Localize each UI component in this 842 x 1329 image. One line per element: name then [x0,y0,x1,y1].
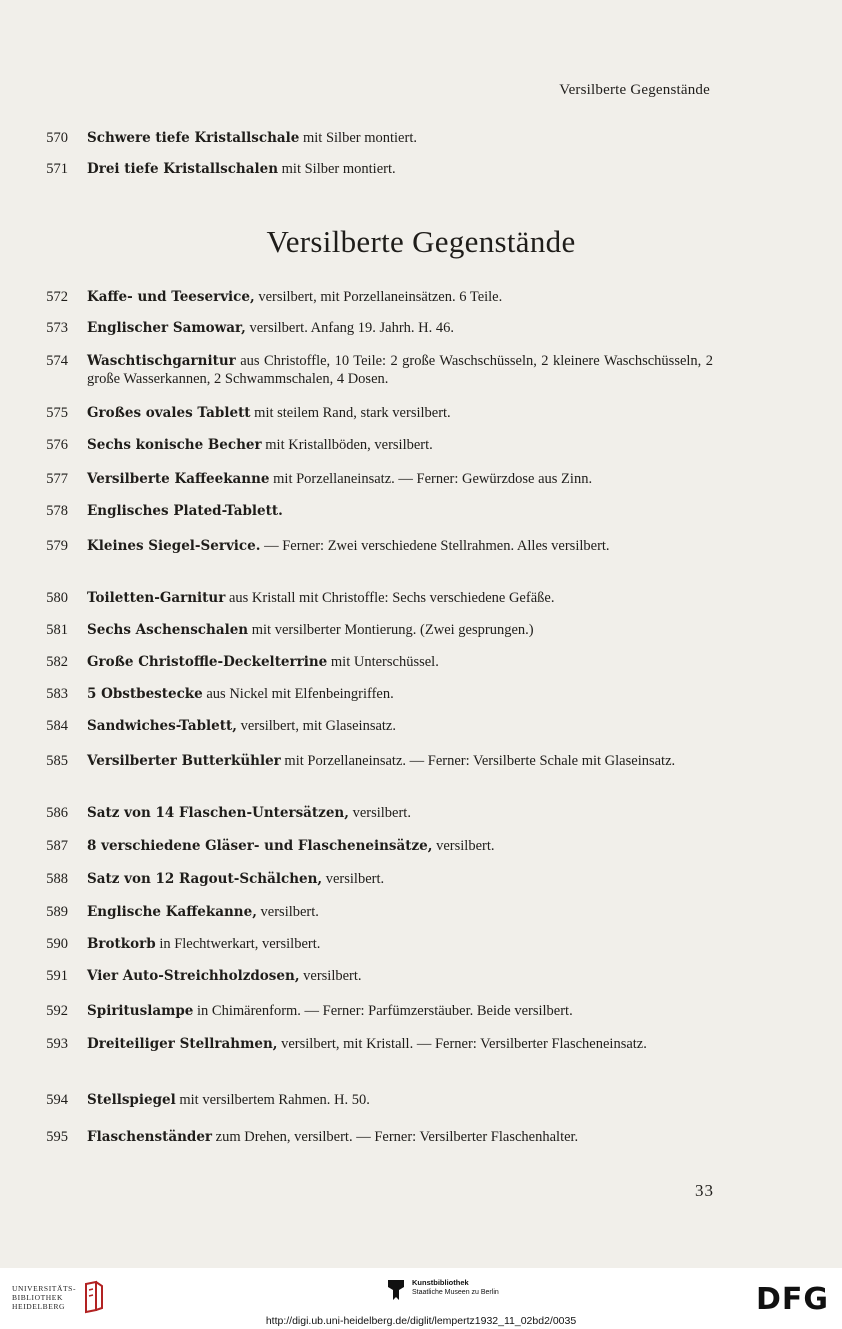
entry-number: 580 [46,590,68,606]
entry-number: 588 [46,871,68,887]
entry-title: Stellspiegel [87,1092,176,1108]
entry-title: Dreiteiliger Stellrahmen, [87,1036,278,1052]
entry-text: aus Christoffle, 10 Teile: 2 große Waschschüsseln, 2 kleinere Waschschüsseln, 2 große Wasserkannen, 2 Schwammschalen, 4 Dosen. [87,353,713,387]
ub-heidelberg-logo[interactable] [12,1280,104,1314]
entry-title: Sechs Aschenschalen [87,622,249,638]
entry-description [87,537,713,555]
ub-line-2: BIBLIOTHEK [12,1292,63,1302]
entry-title: Englische Kaffekanne, [87,904,257,920]
entry-description [87,589,713,607]
entry-description [87,352,713,388]
entry-text: versilbert. [322,871,385,887]
entry-text: in Flechtwerkart, versilbert. [155,936,321,952]
entry-number: 583 [46,686,68,702]
entry-title: Schwere tiefe Kristallschale [87,130,300,146]
entry-description [87,837,713,855]
entry-description [87,1035,713,1053]
kb-line-2: Staatliche Museen zu Berlin [412,1289,499,1296]
entry-description [87,903,713,921]
entry-title: Versilberte Kaffeekanne [87,471,270,487]
entry-number: 585 [46,753,68,769]
entry-description [87,870,713,888]
entry-number: 573 [46,320,68,336]
permalink-url[interactable]: http://digi.ub.uni-heidelberg.de/diglit/lempertz1932_11_02bd2/0035 [265,1315,577,1327]
entry-number: 594 [46,1092,68,1108]
entry-number: 595 [46,1129,68,1145]
entry-description [87,717,713,735]
entry-number: 592 [46,1003,68,1019]
entry-title: Spirituslampe [87,1003,194,1019]
entry-text: mit Unterschüssel. [327,654,439,670]
entry-description [87,1091,713,1109]
entry-number: 590 [46,936,68,952]
entry-description [87,967,713,985]
ub-line-1: UNIVERSITÄTS- [12,1283,77,1293]
section-title: Versilberte Gegenstände [266,224,576,259]
entry-description [87,129,713,147]
entry-number: 581 [46,622,68,638]
entry-description [87,621,713,639]
entry-text: mit Silber montiert. [299,130,417,146]
entry-number: 571 [46,161,68,177]
ub-mark-icon [82,1280,104,1314]
entry-number: 584 [46,718,68,734]
entry-title: 8 verschiedene Gläser- und Flascheneinsätze, [87,838,433,854]
entry-text: zum Drehen, versilbert. — Ferner: Versilberter Flaschenhalter. [212,1129,579,1145]
entry-text: versilbert, mit Kristall. — Ferner: Versilberter Flascheneinsatz. [277,1036,647,1052]
entry-number: 591 [46,968,68,984]
entry-title: Waschtischgarnitur [87,353,236,369]
entry-text: — Ferner: Zwei verschiedene Stellrahmen. Alles versilbert. [260,538,610,554]
entry-title: Große Christoffle-Deckelterrine [87,654,328,670]
entry-title: Brotkorb [87,936,156,952]
entry-description [87,653,713,671]
entry-title: Satz von 14 Flaschen-Untersätzen, [87,805,349,821]
entry-title: Flaschenständer [87,1129,213,1145]
entry-title: Vier Auto-Streichholzdosen, [87,968,300,984]
page-number: 33 [695,1181,714,1200]
entry-text: versilbert. [256,904,319,920]
entry-number: 570 [46,130,68,146]
entry-number: 575 [46,405,68,421]
running-head: Versilberte Gegenstände [559,82,710,98]
entry-number: 576 [46,437,68,453]
entry-text: mit Porzellaneinsatz. — Ferner: Versilberte Schale mit Glaseinsatz. [280,753,676,769]
entry-title: Sechs konische Becher [87,437,262,453]
eagle-icon [386,1278,406,1302]
entry-title: Satz von 12 Ragout-Schälchen, [87,871,323,887]
kb-line-1: Kunstbibliothek [412,1278,469,1287]
entry-description [87,470,713,488]
entry-title: Kaffe- und Teeservice, [87,289,255,305]
entry-description [87,685,713,703]
entry-text: mit Porzellaneinsatz. — Ferner: Gewürzdose aus Zinn. [269,471,593,487]
entry-text: mit versilberter Montierung. (Zwei gesprungen.) [248,622,534,638]
entry-text: versilbert. [299,968,362,984]
entry-title: Toiletten-Garnitur [87,590,226,606]
entry-description [87,935,713,953]
entry-number: 572 [46,289,68,305]
entry-text: mit versilbertem Rahmen. H. 50. [175,1092,370,1108]
entry-number: 587 [46,838,68,854]
entry-description [87,288,713,306]
entry-text: versilbert, mit Glaseinsatz. [236,718,396,734]
entry-description [87,1128,713,1146]
entry-number: 586 [46,805,68,821]
entry-text: mit Kristallböden, versilbert. [261,437,433,453]
entry-number: 589 [46,904,68,920]
entry-number: 574 [46,353,68,369]
entry-text: versilbert. Anfang 19. Jahrh. H. 46. [245,320,455,336]
entry-number: 578 [46,503,68,519]
entry-text: mit steilem Rand, stark versilbert. [250,405,451,421]
kunstbibliothek-logo[interactable] [386,1278,499,1302]
entry-text: aus Nickel mit Elfenbeingriffen. [202,686,394,702]
entry-number: 577 [46,471,68,487]
entry-text: versilbert. [348,805,411,821]
dfg-logo[interactable]: DFG [755,1282,829,1317]
entry-text: versilbert, mit Porzellaneinsätzen. 6 Teile. [254,289,503,305]
footer-bar [0,1268,842,1329]
entry-title: 5 Obstbestecke [87,686,203,702]
entry-description [87,404,713,422]
entry-description [87,160,713,178]
ub-line-3: HEIDELBERG [12,1301,66,1311]
entry-number: 582 [46,654,68,670]
entry-title: Versilberter Butterkühler [87,753,281,769]
entry-text: aus Kristall mit Christoffle: Sechs verschiedene Gefäße. [225,590,555,606]
entry-title: Großes ovales Tablett [87,405,251,421]
entry-description [87,319,713,337]
entry-description [87,752,713,770]
entry-title: Englischer Samowar, [87,320,246,336]
entry-title: Englisches Plated-Tablett. [87,503,283,519]
entry-description [87,436,713,454]
entry-description [87,804,713,822]
entry-description [87,1002,713,1020]
entry-text: versilbert. [432,838,495,854]
entry-number: 593 [46,1036,68,1052]
entry-title: Drei tiefe Kristallschalen [87,161,279,177]
entry-title: Kleines Siegel-Service. [87,538,261,554]
entry-description [87,502,713,520]
entry-text: in Chimärenform. — Ferner: Parfümzerstäuber. Beide versilbert. [193,1003,573,1019]
entry-number: 579 [46,538,68,554]
entry-text: mit Silber montiert. [278,161,396,177]
entry-title: Sandwiches-Tablett, [87,718,237,734]
